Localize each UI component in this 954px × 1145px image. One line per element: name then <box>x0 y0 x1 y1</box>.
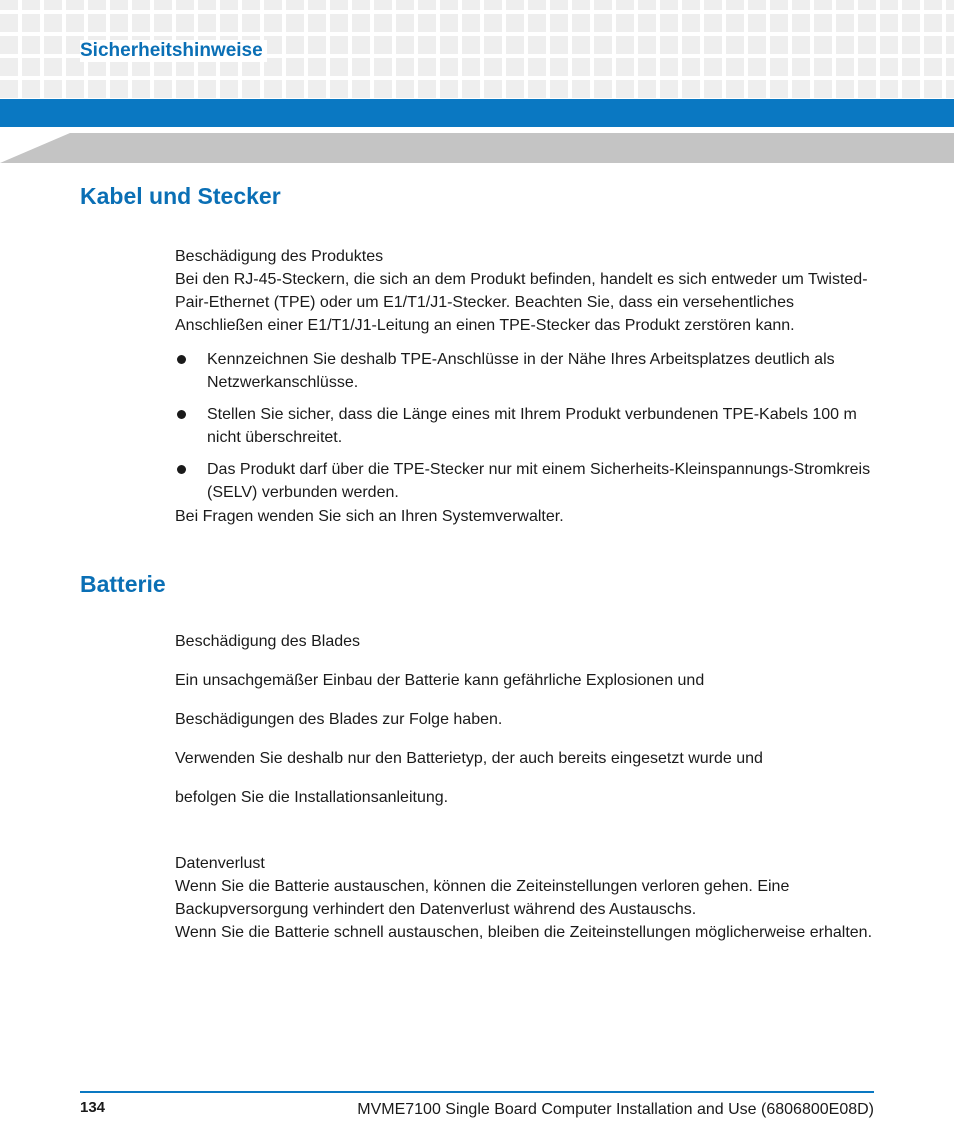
battery-line-2: Beschädigungen des Blades zur Folge haben. <box>175 711 503 728</box>
heading-battery: Batterie <box>80 571 166 597</box>
header-blue-bar <box>0 99 954 127</box>
data-loss-title: Datenverlust <box>175 855 265 872</box>
list-item: Stellen Sie sicher, dass die Länge eines mit Ihrem Produkt verbundenen TPE-Kabels 100 m nicht überschreitet. <box>175 403 875 449</box>
cables-caution <box>175 245 875 337</box>
page-number: 134 <box>80 1099 106 1116</box>
battery-caution-title: Beschädigung des Blades <box>175 633 361 650</box>
bullet-icon <box>177 410 186 419</box>
caution-text: Bei den RJ-45-Steckern, die sich an dem Produkt befinden, handelt es sich entweder um Twisted-Pair-Ethernet (TPE) oder um E1/T1/J1-Stecker. Beachten Sie, dass ein versehentliches Anschließen einer E1/T1/J1-Leitung an einen TPE-Stecker das Produkt zerstören kann. <box>175 271 868 334</box>
footer-document-title: MVME7100 Single Board Computer Installation and Use (6806800E08D) <box>357 1101 874 1118</box>
cables-closing: Bei Fragen wenden Sie sich an Ihren Systemverwalter. <box>175 508 564 525</box>
bullet-icon <box>177 465 186 474</box>
bullet-icon <box>177 355 186 364</box>
running-header-section: Sicherheitshinweise <box>80 40 267 62</box>
data-loss-text-1: Wenn Sie die Batterie austauschen, können die Zeiteinstellungen verloren gehen. Eine Backupversorgung verhindert den Datenverlust während des Austauschs. <box>175 878 790 918</box>
caution-title: Beschädigung des Produktes <box>175 248 384 265</box>
cables-bullet-list <box>175 348 875 504</box>
battery-line-1: Ein unsachgemäßer Einbau der Batterie kann gefährliche Explosionen und <box>175 672 705 689</box>
header-gray-band <box>0 131 954 163</box>
battery-line-4: befolgen Sie die Installationsanleitung. <box>175 789 449 806</box>
heading-cables: Kabel und Stecker <box>80 183 281 209</box>
footer-rule <box>80 1091 874 1093</box>
data-loss-text-2: Wenn Sie die Batterie schnell austauschen, bleiben die Zeiteinstellungen möglicherweise erhalten. <box>175 924 873 941</box>
list-item: Kennzeichnen Sie deshalb TPE-Anschlüsse in der Nähe Ihres Arbeitsplatzes deutlich als Netzwerkanschlüsse. <box>175 348 875 394</box>
battery-line-3: Verwenden Sie deshalb nur den Batterietyp, der auch bereits eingesetzt wurde und <box>175 750 763 767</box>
data-loss-notice <box>175 852 875 944</box>
list-item: Das Produkt darf über die TPE-Stecker nur mit einem Sicherheits-Kleinspannungs-Stromkreis (SELV) verbunden werden. <box>175 458 875 504</box>
